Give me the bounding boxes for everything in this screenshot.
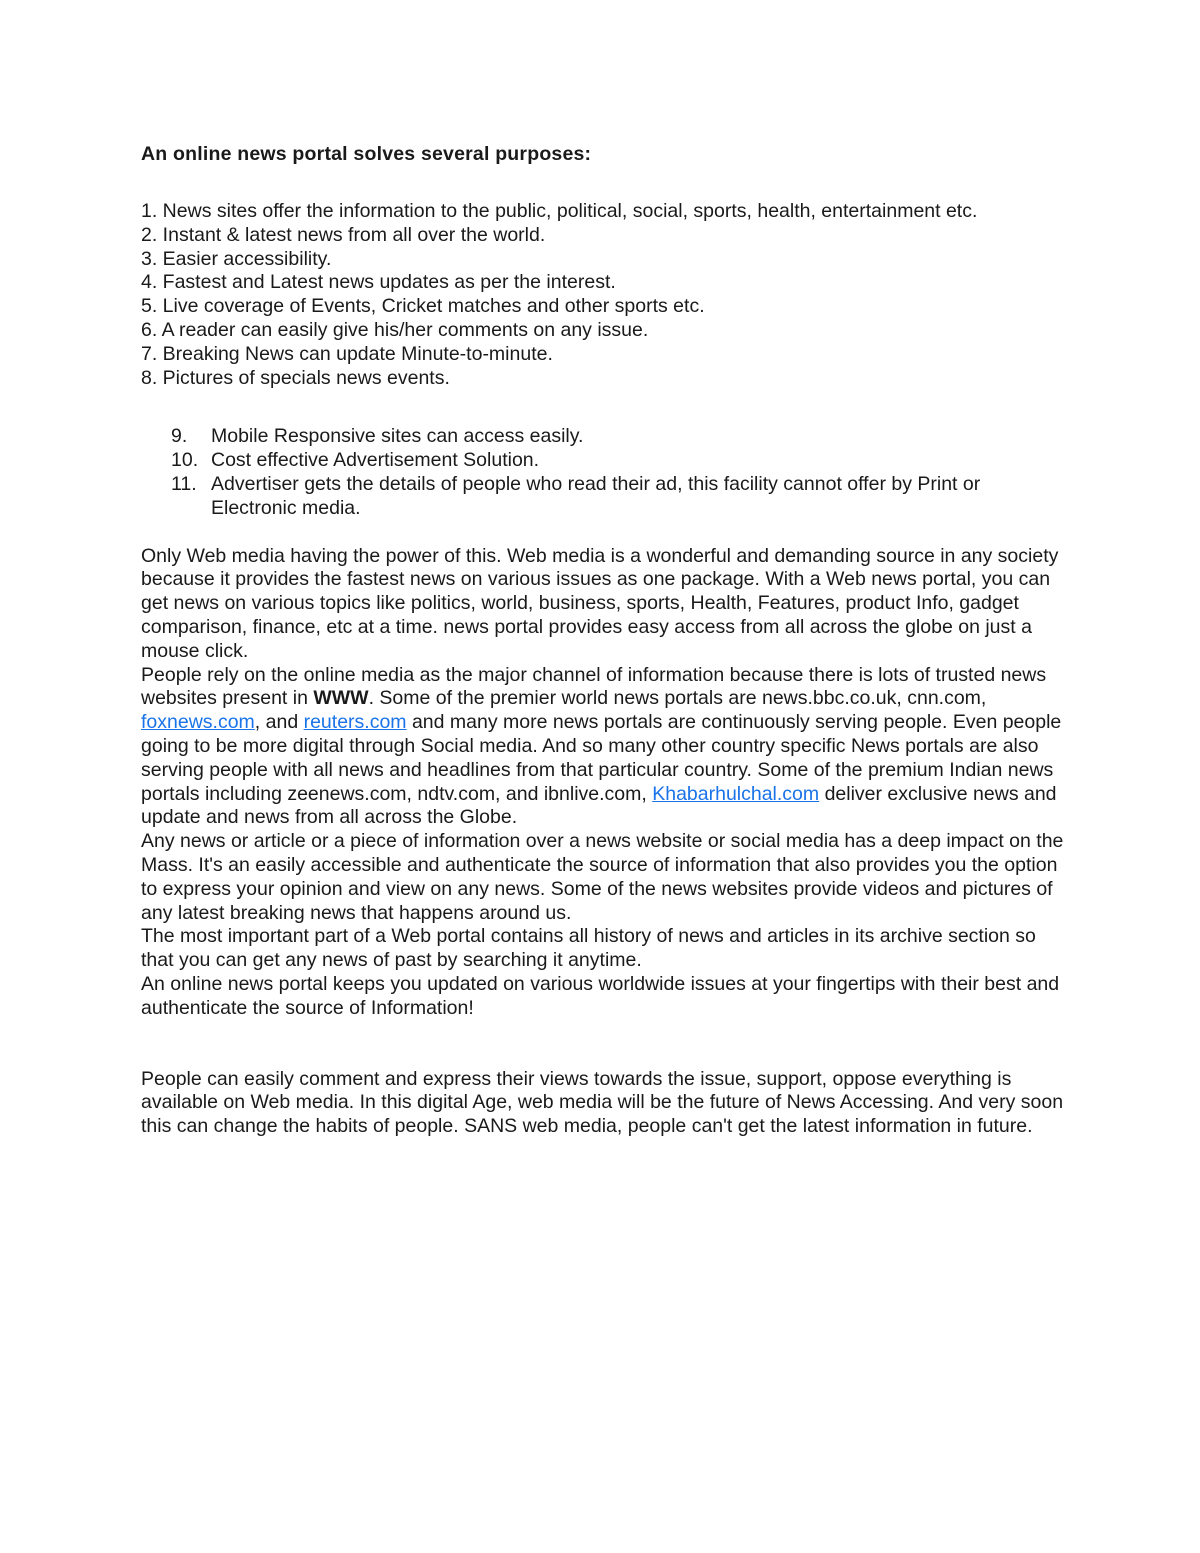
- document-body: [141, 141, 1066, 1139]
- list-item-number: 11.: [171, 472, 197, 495]
- paragraph-web-media-power: Only Web media having the power of this. Web media is a wonderful and demanding source in any society because it provides the fastest news on various issues as one package. With a Web news portal, you can get news on various topics like politics, world, business, sports, Health, Features, product Info, gadget comparison, finance, etc at a time. news portal provides easy access from all across the globe on just a mouse click.: [141, 544, 1059, 662]
- purposes-list: [141, 200, 1066, 390]
- purposes-list-continued: [141, 425, 1066, 520]
- list-item-number: 9.: [171, 425, 188, 448]
- paragraph-text: and many more news portals are continuously serving people. Even people going to be more digital through Social media. And so many other country specific News portals are also serving people with all news and headlines from that particular country. Some of the premium Indian news portals including zeenews.com, ndtv.com, and ibnlive.com,: [141, 711, 1062, 805]
- khabarhulchal-link[interactable]: Khabarhulchal.com: [652, 782, 820, 805]
- reuters-link[interactable]: reuters.com: [303, 711, 407, 734]
- list-item: 4. Fastest and Latest news updates as per the interest.: [141, 271, 616, 294]
- foxnews-link[interactable]: foxnews.com: [141, 711, 255, 734]
- document-heading: An online news portal solves several purposes:: [141, 143, 592, 165]
- list-item: 7. Breaking News can update Minute-to-minute.: [141, 342, 553, 365]
- paragraph-updates: An online news portal keeps you updated on various worldwide issues at your fingertips with their best and authenticate the source of Information!: [141, 972, 1060, 1019]
- paragraph-news-portals: [141, 664, 1066, 831]
- paragraph-text: deliver exclusive news and update and news from all across the Globe.: [141, 782, 1057, 829]
- paragraph-comments: People can easily comment and express their views towards the issue, support, oppose everything is available on Web media. In this digital Age, web media will be the future of News Accessing. And very soon this can change the habits of people. SANS web media, people can't get the latest information in future.: [141, 1067, 1064, 1138]
- list-item: 5. Live coverage of Events, Cricket matches and other sports etc.: [141, 295, 705, 318]
- list-item: 6. A reader can easily give his/her comments on any issue.: [141, 318, 649, 341]
- paragraph-impact: Any news or article or a piece of information over a news website or social media has a deep impact on the Mass. It's an easily accessible and authenticate the source of information that also provides you the option to express your opinion and view on any news. Some of the news websites provide videos and pictures of any latest breaking news that happens around us.: [141, 830, 1064, 924]
- list-item-text: Advertiser gets the details of people who read their ad, this facility cannot offer by Print or Electronic media.: [211, 472, 981, 519]
- list-item-text: Cost effective Advertisement Solution.: [211, 449, 540, 472]
- paragraph-text: People rely on the online media as the major channel of information because there is lots of trusted news websites present in: [141, 663, 1047, 710]
- list-item: [141, 449, 1066, 473]
- list-item: 8. Pictures of specials news events.: [141, 366, 450, 389]
- list-item: [141, 473, 1066, 521]
- list-item-number: 10.: [171, 449, 199, 472]
- www-bold-text: WWW: [313, 687, 369, 710]
- list-item: 3. Easier accessibility.: [141, 247, 332, 270]
- list-item: 1. News sites offer the information to the public, political, social, sports, health, entertainment etc.: [141, 200, 978, 222]
- list-item: [141, 425, 1066, 449]
- paragraph-text: . Some of the premier world news portals are news.bbc.co.uk, cnn.com,: [368, 687, 987, 710]
- list-item-text: Mobile Responsive sites can access easily.: [211, 425, 584, 448]
- paragraph-archive: The most important part of a Web portal contains all history of news and articles in its archive section so that you can get any news of past by searching it anytime.: [141, 925, 1036, 972]
- paragraph-text: , and: [254, 711, 304, 734]
- list-item: 2. Instant & latest news from all over the world.: [141, 223, 546, 246]
